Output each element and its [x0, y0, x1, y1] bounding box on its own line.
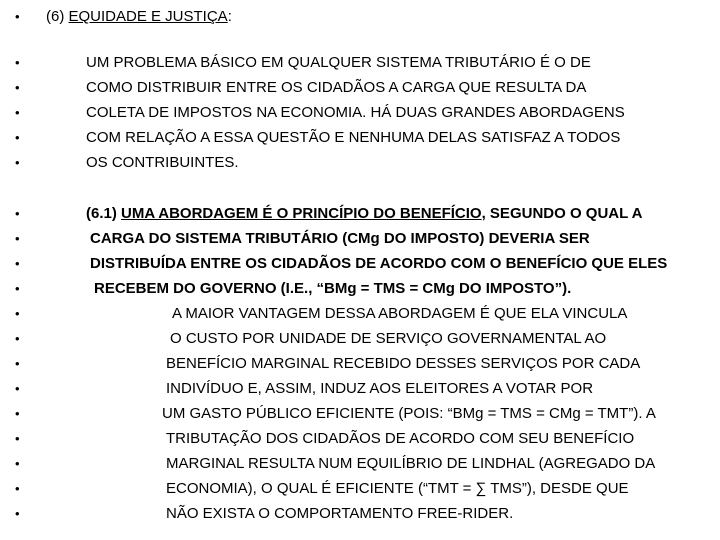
paragraph-text: COMO DISTRIBUIR ENTRE OS CIDADÃOS A CARGA QUE RESULTA DA [86, 79, 587, 96]
section-61-prefix: (6.1) [86, 205, 122, 222]
section-61-heading [86, 201, 642, 226]
section-61-title: UMA ABORDAGEM É O PRINCÍPIO DO BENEFÍCIO [121, 205, 482, 222]
paragraph-line [0, 100, 720, 125]
bullet-icon: • [15, 9, 20, 24]
section-61-text: BENEFÍCIO MARGINAL RECEBIDO DESSES SERVIÇOS POR CADA [166, 355, 641, 372]
section-61-text: A MAIOR VANTAGEM DESSA ABORDAGEM É QUE ELA VINCULA [172, 305, 628, 322]
section-61-text: TRIBUTAÇÃO DOS CIDADÃOS DE ACORDO COM SEU BENEFÍCIO [166, 430, 635, 447]
bullet-icon: • [15, 105, 20, 120]
bullet-icon: • [15, 130, 20, 145]
bullet-icon: • [15, 381, 20, 396]
section-61-text: RECEBEM DO GOVERNO (I.E., “BMg = TMS = CMg DO IMPOSTO”). [94, 280, 572, 297]
bullet-icon: • [15, 281, 20, 296]
paragraph-text: COM RELAÇÃO A ESSA QUESTÃO E NENHUMA DELAS SATISFAZ A TODOS [86, 129, 621, 146]
section-61-line [0, 376, 720, 401]
heading-suffix: : [227, 8, 232, 25]
paragraph-line [0, 75, 720, 100]
bullet-icon: • [15, 456, 20, 471]
bullet-icon: • [15, 231, 20, 246]
heading-title: EQUIDADE E JUSTIÇA [68, 8, 228, 25]
bullet-icon: • [15, 206, 20, 221]
section-61-text: O CUSTO POR UNIDADE DE SERVIÇO GOVERNAMENTAL AO [170, 330, 607, 347]
paragraph-text: UM PROBLEMA BÁSICO EM QUALQUER SISTEMA TRIBUTÁRIO É O DE [86, 54, 591, 71]
section-61-text: INDIVÍDUO E, ASSIM, INDUZ AOS ELEITORES A VOTAR POR [166, 380, 594, 397]
section-61-line [0, 326, 720, 351]
section-61-line [0, 276, 720, 301]
bullet-icon: • [15, 306, 20, 321]
section-61-text: DISTRIBUÍDA ENTRE OS CIDADÃOS DE ACORDO COM O BENEFÍCIO QUE ELES [90, 255, 668, 272]
section-61-line [0, 351, 720, 376]
section-61-line [0, 301, 720, 326]
paragraph-line [0, 50, 720, 75]
section-61-line [0, 451, 720, 476]
section-61-line [0, 226, 720, 251]
paragraph-line [0, 125, 720, 150]
section-61-text: UM GASTO PÚBLICO EFICIENTE (POIS: “BMg = TMS = CMg = TMT”). A [162, 405, 656, 422]
bullet-icon: • [15, 481, 20, 496]
bullet-icon: • [15, 256, 20, 271]
bullet-icon: • [15, 155, 20, 170]
bullet-icon: • [15, 406, 20, 421]
bullet-icon: • [15, 356, 20, 371]
section-61-line [0, 251, 720, 276]
bullet-icon: • [15, 431, 20, 446]
section-61-line [0, 476, 720, 501]
section-61-text: MARGINAL RESULTA NUM EQUILÍBRIO DE LINDHAL (AGREGADO DA [166, 455, 656, 472]
section-61-text: NÃO EXISTA O COMPORTAMENTO FREE-RIDER. [166, 505, 514, 522]
bullet-icon: • [15, 80, 20, 95]
section-61-rest: , SEGUNDO O QUAL A [481, 205, 643, 222]
section-61-text: CARGA DO SISTEMA TRIBUTÁRIO (CMg DO IMPOSTO) DEVERIA SER [90, 230, 590, 247]
paragraph-line [0, 150, 720, 175]
section-61-line [0, 501, 720, 526]
section-61-line [0, 426, 720, 451]
section-61-text: ECONOMIA), O QUAL É EFICIENTE (“TMT = ∑ TMS”), DESDE QUE [166, 480, 629, 497]
bullet-icon: • [15, 55, 20, 70]
heading-line [0, 4, 720, 29]
heading-prefix: (6) [46, 8, 69, 25]
section-61-line [0, 201, 720, 226]
bullet-icon: • [15, 506, 20, 521]
paragraph-text: COLETA DE IMPOSTOS NA ECONOMIA. HÁ DUAS GRANDES ABORDAGENS [86, 104, 625, 121]
bullet-icon: • [15, 331, 20, 346]
section-heading [46, 4, 232, 29]
section-61-line [0, 401, 720, 426]
paragraph-text: OS CONTRIBUINTES. [86, 154, 239, 171]
